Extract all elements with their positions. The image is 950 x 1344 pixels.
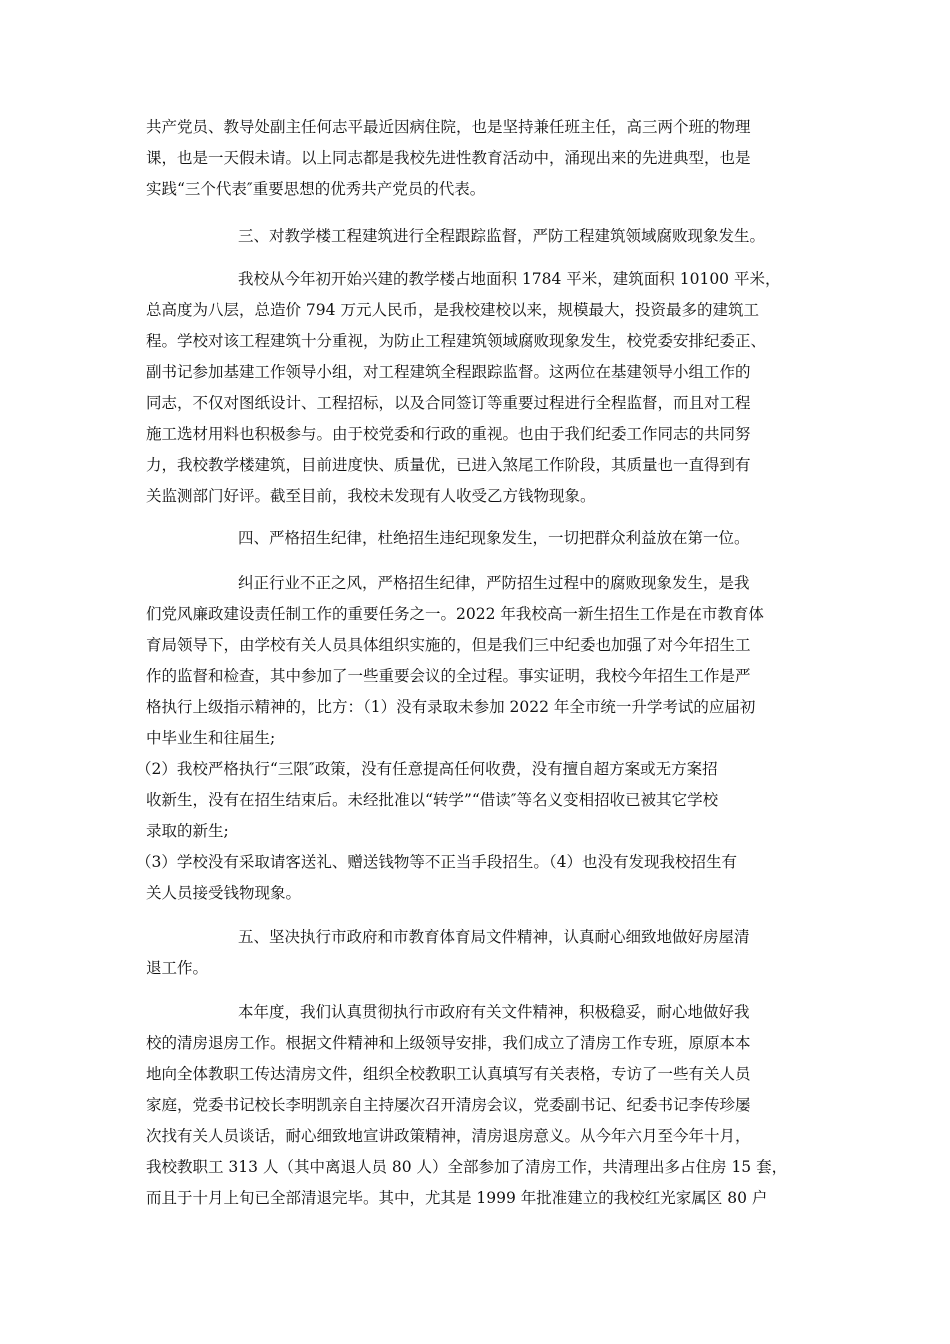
text-line: 实践“三个代表″重要思想的优秀共产党员的代表。	[146, 180, 486, 198]
section-heading-3: 三、对教学楼工程建筑进行全程跟踪监督，严防工程建筑领域腐败现象发生。	[238, 227, 766, 245]
text-line: 退工作。	[146, 959, 209, 977]
text-line: 家庭，党委书记校长李明凯亲自主持屡次召开清房会议，党委副书记、纪委书记李传珍屡	[146, 1096, 751, 1114]
text-line: 我校从今年初开始兴建的教学楼占地面积 1784 平米，建筑面积 10100 平米，	[238, 270, 781, 288]
text-line: 而且于十月上旬已全部清退完毕。其中，尤其是 1999 年批准建立的我校红光家属区 80 户	[146, 1189, 768, 1207]
text-line: 施工选材用料也积极参与。由于校党委和行政的重视。也由于我们纪委工作同志的共同努	[146, 425, 751, 443]
section-heading-4: 四、严格招生纪律，杜绝招生违纪现象发生，一切把群众利益放在第一位。	[238, 529, 750, 547]
text-line: 收新生，没有在招生结束后。未经批准以“转学”“借读″等名义变相招收已被其它学校	[146, 791, 719, 809]
text-line: 同志，不仅对图纸设计、工程招标，以及合同签订等重要过程进行全程监督，而且对工程	[146, 394, 751, 412]
text-line: 作的监督和检查，其中参加了一些重要会议的全过程。事实证明，我校今年招生工作是严	[146, 667, 751, 685]
text-line: 共产党员、教导处副主任何志平最近因病住院，也是坚持兼任班主任，高三两个班的物理	[146, 118, 751, 136]
section-heading-5: 五、坚决执行市政府和市教育体育局文件精神，认真耐心细致地做好房屋清	[238, 928, 750, 946]
text-line: 中毕业生和往届生;	[146, 729, 276, 747]
text-line: 们党风廉政建设责任制工作的重要任务之一。2022 年我校高一新生招生工作是在市教育体	[146, 605, 764, 623]
text-line: 关监测部门好评。截至目前，我校未发现有人收受乙方钱物现象。	[146, 487, 596, 505]
text-line: 程。学校对该工程建筑十分重视，为防止工程建筑领域腐败现象发生，校党委安排纪委正、	[146, 332, 767, 350]
text-line: 我校教职工 313 人（其中离退人员 80 人）全部参加了清房工作，共清理出多占住房 15 套，	[146, 1158, 788, 1176]
text-line: 育局领导下，由学校有关人员具体组织实施的，但是我们三中纪委也加强了对今年招生工	[146, 636, 751, 654]
list-item: （3）学校没有采取请客送礼、赠送钱物等不正当手段招生。（4）也没有发现我校招生有	[136, 853, 737, 871]
text-line: 总高度为八层，总造价 794 万元人民币，是我校建校以来，规模最大，投资最多的建筑工	[146, 301, 759, 319]
text-line: 次找有关人员谈话，耐心细致地宣讲政策精神，清房退房意义。从今年六月至今年十月，	[146, 1127, 751, 1145]
list-item: （2）我校严格执行“三限″政策，没有任意提高任何收费，没有擅自超方案或无方案招	[136, 760, 718, 778]
text-line: 力，我校教学楼建筑，目前进度快、质量优，已进入煞尾工作阶段，其质量也一直得到有	[146, 456, 751, 474]
text-line: 格执行上级指示精神的，比方：（1）没有录取未参加 2022 年全市统一升学考试的应届初	[146, 698, 756, 716]
text-line: 副书记参加基建工作领导小组，对工程建筑全程跟踪监督。这两位在基建领导小组工作的	[146, 363, 751, 381]
text-line: 本年度，我们认真贯彻执行市政府有关文件精神，积极稳妥，耐心地做好我	[238, 1003, 750, 1021]
text-line: 纠正行业不正之风，严格招生纪律，严防招生过程中的腐败现象发生，是我	[238, 574, 750, 592]
text-line: 录取的新生;	[146, 822, 229, 840]
text-line: 关人员接受钱物现象。	[146, 884, 302, 902]
text-line: 校的清房退房工作。根据文件精神和上级领导安排，我们成立了清房工作专班，原原本本	[146, 1034, 751, 1052]
text-line: 地向全体教职工传达清房文件，组织全校教职工认真填写有关表格，专访了一些有关人员	[146, 1065, 751, 1083]
text-line: 课，也是一天假未请。以上同志都是我校先进性教育活动中，涌现出来的先进典型，也是	[146, 149, 751, 167]
